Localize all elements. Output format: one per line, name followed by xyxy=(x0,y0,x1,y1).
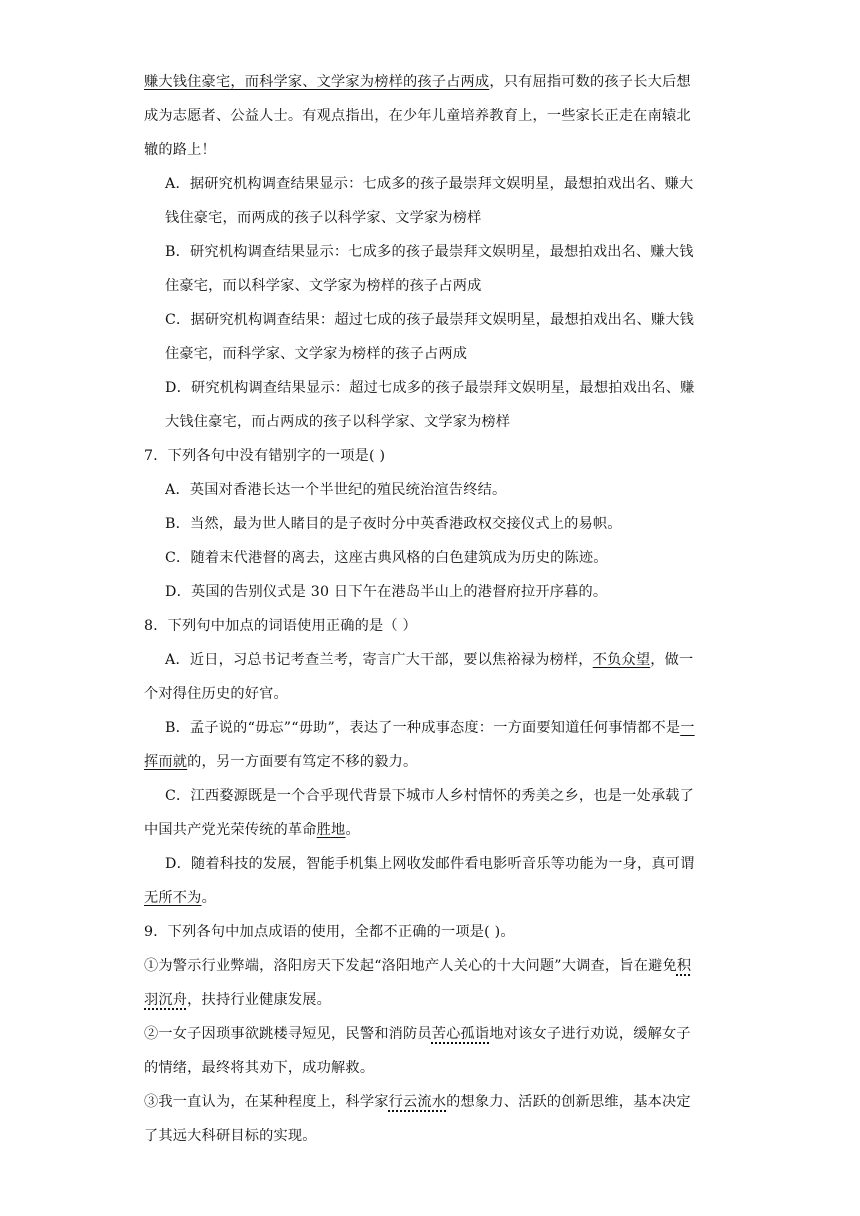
q8-stem: 8．下列句中加点的词语使用正确的是（ ） xyxy=(144,618,417,634)
q9-stem: 9．下列各句中加点成语的使用，全都不正确的一项是( )。 xyxy=(144,924,515,940)
q9-s1-dotted-idiom-end: 羽沉舟 xyxy=(144,992,188,1008)
passage-underlined-text: 赚大钱住豪宅，而科学家、文学家为榜样的孩子占两成 xyxy=(144,74,490,90)
q8-option-d-line-2 xyxy=(144,888,216,908)
q7-option-d: D．英国的告别仪式是 30 日下午在港岛半山上的港督府拉开序暮的。 xyxy=(165,584,608,600)
q8-option-d-line-1: D．随着科技的发展，智能手机集上网收发邮件看电影听音乐等功能为一身，真可谓 xyxy=(165,856,695,872)
q9-s2-text: ②一女子因琐事欲跳楼寻短见，民警和消防员 xyxy=(144,1026,432,1042)
q8-c-text: 中国共产党光荣传统的革命 xyxy=(144,822,317,838)
q9-sentence-2-line-2: 的情绪，最终将其劝下，成功解救。 xyxy=(144,1060,375,1076)
q6-option-d-line-1: D．研究机构调查结果显示：超过七成多的孩子最崇拜文娱明星，最想拍戏出名、赚 xyxy=(165,380,695,396)
q9-s3-dotted-idiom: 行云流水 xyxy=(388,1094,447,1110)
q8-b-marked-word-end: 挥而就 xyxy=(144,754,188,770)
q6-option-b-line-1: B．研究机构调查结果显示：七成多的孩子最崇拜文娱明星，最想拍戏出名、赚大钱 xyxy=(165,244,694,260)
q9-sentence-2-line-1 xyxy=(144,1024,691,1044)
q8-a-marked-word: 不负众望 xyxy=(592,652,651,668)
q6-option-a-line-1: A．据研究机构调查结果显示：七成多的孩子最崇拜文娱明星，最想拍戏出名、赚大 xyxy=(165,176,694,192)
q6-option-b-line-2: 住豪宅，而以科学家、文学家为榜样的孩子占两成 xyxy=(165,278,482,294)
q6-option-d-line-2: 大钱住豪宅，而占两成的孩子以科学家、文学家为榜样 xyxy=(165,414,511,430)
passage-line-3: 辙的路上！ xyxy=(144,142,216,158)
q9-sentence-1-line-1 xyxy=(144,956,691,976)
q9-s1-dotted-idiom-start: 积 xyxy=(676,958,692,974)
q8-option-a-line-2: 个对得住历史的好官。 xyxy=(144,686,288,702)
q8-a-text: A．近日，习总书记考查兰考，寄言广大干部，要以焦裕禄为榜样， xyxy=(165,652,593,668)
q8-b-text-end: 的，另一方面要有笃定不移的毅力。 xyxy=(187,754,418,770)
q6-option-c-line-1: C．据研究机构调查结果：超过七成的孩子最崇拜文娱明星，最想拍戏出名、赚大钱 xyxy=(165,312,695,328)
q8-c-marked-word: 胜地 xyxy=(316,822,346,838)
q8-option-a-line-1 xyxy=(165,650,693,670)
q8-option-c-line-1: C．江西婺源既是一个合乎现代背景下城市人乡村情怀的秀美之乡，也是一处承载了 xyxy=(165,788,695,804)
passage-line-2: 成为志愿者、公益人士。有观点指出，在少年儿童培养教育上，一些家长正走在南辕北 xyxy=(144,108,691,124)
q8-d-marked-word: 无所不为 xyxy=(144,890,202,906)
q7-option-a: A．英国对香港长达一个半世纪的殖民统治渲告终结。 xyxy=(165,482,507,498)
q7-option-b: B．当然，最为世人睹目的是子夜时分中英香港政权交接仪式上的易帜。 xyxy=(165,516,622,532)
q8-b-text: B．孟子说的“毋忘”“毋助”，表达了一种成事态度：一方面要知道任何事情都不是 xyxy=(165,720,681,736)
q9-sentence-1-line-2 xyxy=(144,990,331,1010)
passage-line-1 xyxy=(144,72,691,92)
q9-s2-text-end: 地对该女子进行劝说，缓解女子 xyxy=(489,1026,691,1042)
q9-s3-text: ③我一直认为，在某种程度上，科学家 xyxy=(144,1094,389,1110)
q8-d-text-end: 。 xyxy=(201,890,216,906)
q9-s2-dotted-idiom: 苦心孤诣 xyxy=(431,1026,490,1042)
q7-option-c: C．随着末代港督的离去，这座古典风格的白色建筑成为历史的陈迹。 xyxy=(165,550,608,566)
q9-s3-text-end: 的想象力、活跃的创新思维，基本决定 xyxy=(446,1094,691,1110)
q9-sentence-3-line-2: 了其远大科研目标的实现。 xyxy=(144,1128,317,1144)
q6-option-c-line-2: 住豪宅，而科学家、文学家为榜样的孩子占两成 xyxy=(165,346,468,362)
q8-option-c-line-2 xyxy=(144,820,360,840)
q9-s1-text: ①为警示行业弊端，洛阳房天下发起“洛阳地产人关心的十大问题”大调查，旨在避免 xyxy=(144,958,677,974)
q9-s1-text-end: ，扶持行业健康发展。 xyxy=(187,992,332,1008)
q9-sentence-3-line-1 xyxy=(144,1092,691,1112)
q8-a-text-end: ，做一 xyxy=(650,652,694,668)
q6-option-a-line-2: 钱住豪宅，而两成的孩子以科学家、文学家为榜样 xyxy=(165,210,482,226)
q8-option-b-line-2 xyxy=(144,752,417,772)
q7-stem: 7．下列各句中没有错别字的一项是( ) xyxy=(144,448,386,464)
passage-text: ，只有屈指可数的孩子长大后想 xyxy=(489,74,691,90)
q8-b-marked-word-start: 一 xyxy=(680,720,695,736)
q8-option-b-line-1 xyxy=(165,718,695,738)
q8-c-text-end: 。 xyxy=(345,822,360,838)
